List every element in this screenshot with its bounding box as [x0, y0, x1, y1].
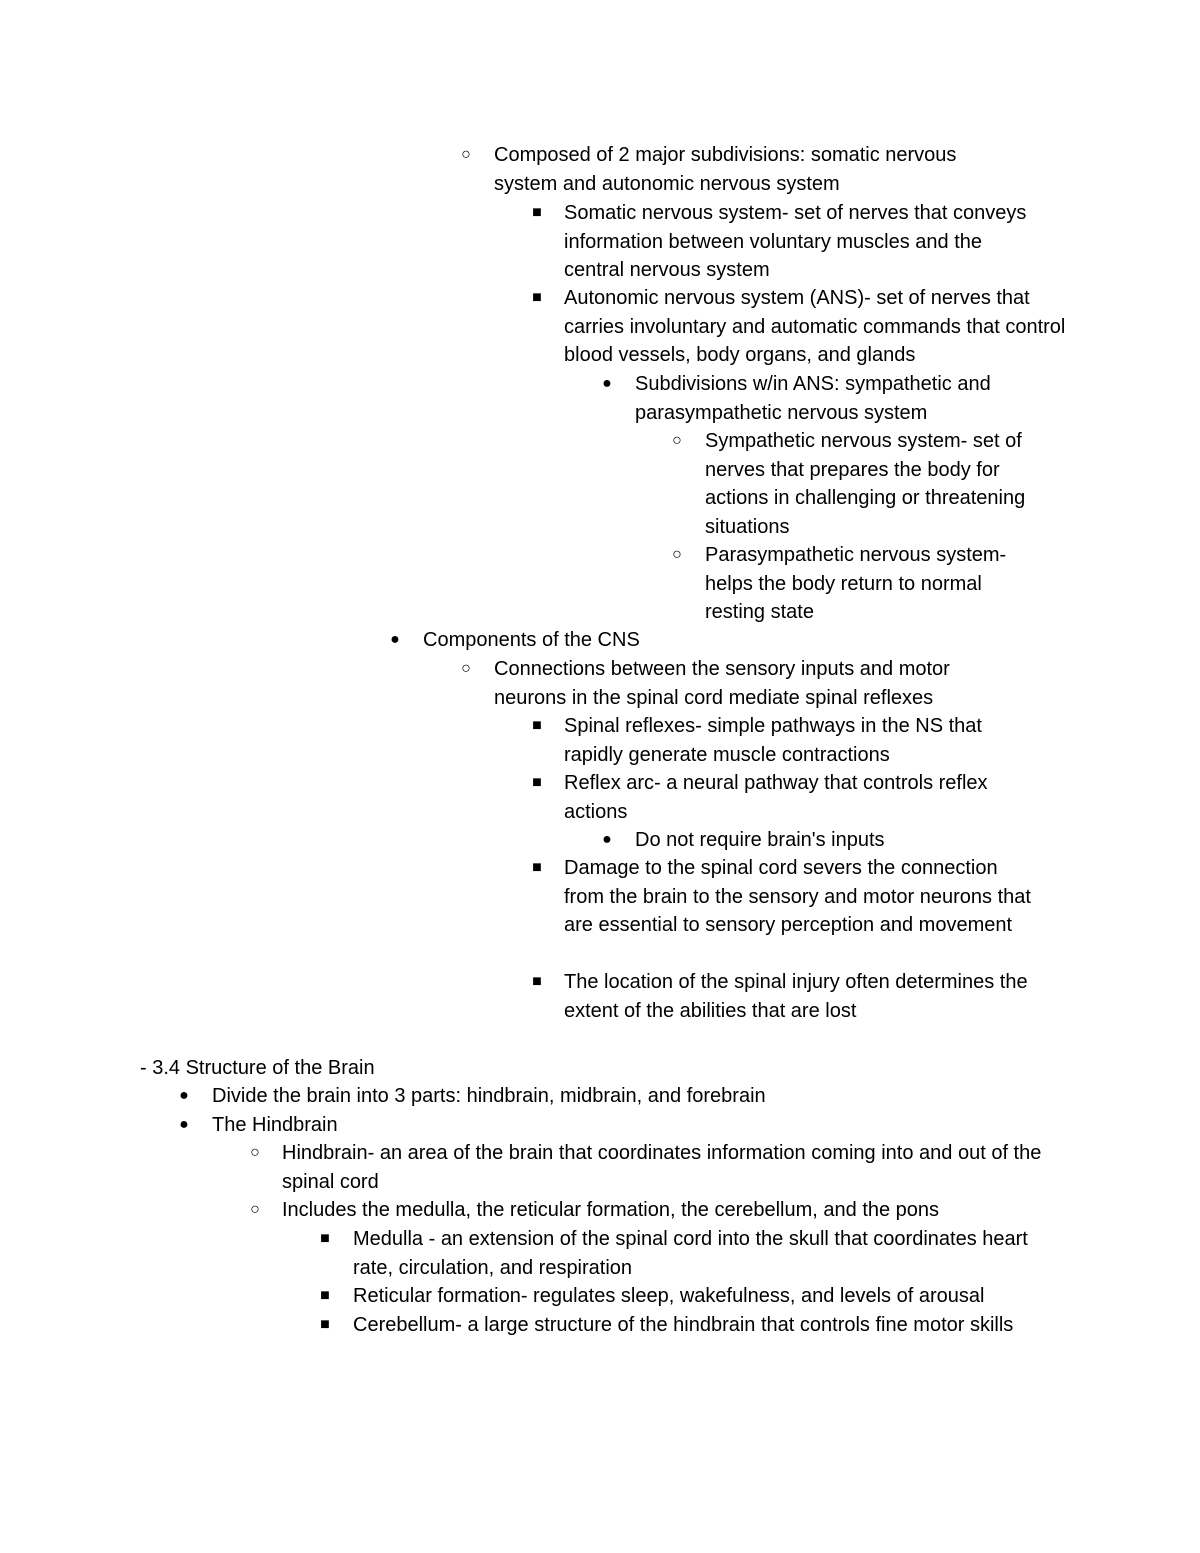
list-item-text: Do not require brain's inputs [635, 829, 885, 851]
list-item-text: The location of the spinal injury often determines the extent of the abilities that are lost [564, 971, 1028, 1022]
list-item [494, 655, 1004, 712]
list-item-text: Includes the medulla, the reticular formation, the cerebellum, and the pons [282, 1199, 940, 1221]
list-item [353, 1225, 1043, 1282]
list-item [564, 968, 1039, 1025]
hollow-circle-bullet-icon: ○ [461, 146, 471, 163]
list-item [635, 370, 1035, 427]
square-bullet-icon: ■ [320, 1287, 330, 1304]
list-item-text: The Hindbrain [212, 1114, 338, 1136]
list-item [212, 1111, 1052, 1140]
hollow-circle-bullet-icon: ○ [250, 1144, 260, 1161]
list-item-text: Medulla - an extension of the spinal cord into the skull that coordinates heart rate, circulation, and respiration [353, 1228, 1028, 1279]
list-item-text: Cerebellum- a large structure of the hindbrain that controls fine motor skills [353, 1314, 1014, 1336]
list-item [635, 826, 1035, 855]
list-item [564, 769, 1034, 826]
hollow-circle-bullet-icon: ○ [461, 660, 471, 677]
list-item-text: Autonomic nervous system (ANS)- set of nerves that carries involuntary and automatic commands that control blood vessels, body organs, and glands [564, 287, 1066, 366]
list-item-text: Spinal reflexes- simple pathways in the NS that rapidly generate muscle contractions [564, 715, 982, 766]
list-item-text: Divide the brain into 3 parts: hindbrain, midbrain, and forebrain [212, 1085, 766, 1107]
square-bullet-icon: ■ [320, 1230, 330, 1247]
list-item-text: Composed of 2 major subdivisions: somatic nervous system and autonomic nervous system [494, 144, 957, 195]
list-item [353, 1282, 1073, 1311]
section-heading [140, 1054, 1040, 1083]
list-item-text: Components of the CNS [423, 629, 640, 651]
list-item-text: Reticular formation- regulates sleep, wakefulness, and levels of arousal [353, 1285, 985, 1307]
list-item [564, 854, 1039, 940]
square-bullet-icon: ■ [532, 204, 542, 221]
list-item-text: Subdivisions w/in ANS: sympathetic and parasympathetic nervous system [635, 373, 991, 424]
hollow-circle-bullet-icon: ○ [250, 1201, 260, 1218]
filled-circle-bullet-icon: ● [602, 831, 612, 848]
list-item [282, 1196, 1057, 1225]
filled-circle-bullet-icon: ● [390, 631, 400, 648]
list-item-text: Damage to the spinal cord severs the connection from the brain to the sensory and motor neurons that are essential to sensory perception and movement [564, 857, 1031, 936]
list-item [705, 541, 1040, 627]
filled-circle-bullet-icon: ● [602, 375, 612, 392]
list-item [494, 141, 1014, 198]
list-item-text: Hindbrain- an area of the brain that coordinates information coming into and out of the spinal cord [282, 1142, 1042, 1193]
list-item [282, 1139, 1057, 1196]
list-item [423, 626, 1023, 655]
square-bullet-icon: ■ [532, 973, 542, 990]
square-bullet-icon: ■ [532, 859, 542, 876]
hollow-circle-bullet-icon: ○ [672, 546, 682, 563]
filled-circle-bullet-icon: ● [179, 1116, 189, 1133]
list-item-text: Sympathetic nervous system- set of nerves that prepares the body for actions in challenging or threatening situations [705, 430, 1026, 538]
list-item [564, 284, 1069, 370]
list-item-text: Somatic nervous system- set of nerves that conveys information between voluntary muscles and the central nervous system [564, 202, 1027, 281]
square-bullet-icon: ■ [532, 774, 542, 791]
square-bullet-icon: ■ [532, 717, 542, 734]
list-item-text: Connections between the sensory inputs and motor neurons in the spinal cord mediate spinal reflexes [494, 658, 950, 709]
section-heading-text: - 3.4 Structure of the Brain [140, 1057, 375, 1079]
list-item-text: Parasympathetic nervous system- helps the body return to normal resting state [705, 544, 1007, 623]
list-item [212, 1082, 1052, 1111]
filled-circle-bullet-icon: ● [179, 1087, 189, 1104]
list-item [564, 199, 1039, 285]
list-item [564, 712, 1034, 769]
hollow-circle-bullet-icon: ○ [672, 432, 682, 449]
list-item [705, 427, 1065, 541]
list-item [353, 1311, 1043, 1340]
square-bullet-icon: ■ [532, 289, 542, 306]
square-bullet-icon: ■ [320, 1316, 330, 1333]
list-item-text: Reflex arc- a neural pathway that controls reflex actions [564, 772, 988, 823]
